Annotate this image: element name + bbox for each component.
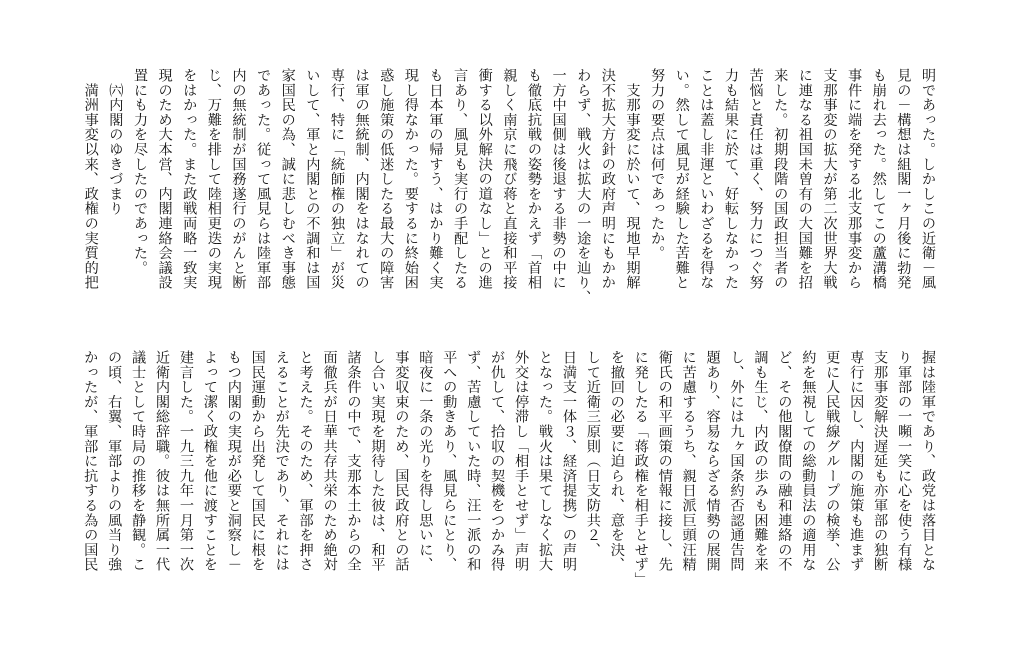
text-column: 惑し施策の低迷したる最大の障害 (378, 68, 395, 290)
text-column: い。然して風見が経験した苦難と (673, 68, 690, 290)
text-column: 更に人民戦線グループの検挙、公 (824, 350, 841, 572)
text-column: 握は陸軍であり、政党は落目とな (920, 350, 936, 572)
text-column: 置にも力を尽したのであった。 (132, 68, 148, 276)
text-column: を撤回の必要に迫られ、意を決、 (608, 350, 625, 572)
text-column: 一方中国側は後退する非勢の中に (550, 68, 567, 290)
text-column: 調も生じ、内政の歩みも困難を来 (752, 350, 769, 572)
text-column: に連なる祖国未曽有の大国難を招 (796, 68, 813, 290)
lower-text-block (80, 350, 940, 612)
text-column: 力も結果に於て、好転しなかった (723, 68, 739, 290)
text-column: の頃、右翼、軍部よりの風当り強 (106, 350, 123, 572)
text-column: が仇して、拾収の契機をつかみ得 (489, 350, 506, 572)
text-column: して近衛三原則（日支防共２、 (584, 350, 601, 558)
text-column: 苦悩と責任は重く、努力につぐ努 (747, 68, 764, 290)
text-column: 約を無視しての総動員法の適用な (800, 350, 817, 572)
text-column: 現し得なかった。要するに終始困 (402, 68, 419, 290)
text-column: 現のため大本営、内閣連絡会議設 (156, 68, 173, 290)
text-column: 見の－構想は組閣一ヶ月後に勃発 (895, 68, 912, 290)
text-column: 面徹兵が日華共存共栄のため絶対 (321, 350, 338, 572)
text-column: り軍部の一嚬一笑に心を使う有様 (896, 350, 913, 572)
text-column: 外交は停滞し「相手とせず」声明 (513, 350, 530, 572)
text-column: 努力の要点は何であったか。 (649, 68, 666, 261)
text-column: も崩れ去った。然してこの蘆溝橋 (870, 68, 887, 290)
text-column: 言あり、風見も実行の手配したる (452, 68, 469, 290)
text-column: 近衛内閣総辞職。彼は無所属一代 (154, 350, 170, 572)
text-column: 衛氏の和平画策の情報に接し、先 (656, 350, 673, 572)
text-column: ず、苦慮していた時、汪一派の和 (465, 350, 482, 572)
text-column: 日満支一体３、経済提携）の声明 (560, 350, 577, 572)
text-column: 諸条件の中で、支那本土からの全 (345, 350, 362, 572)
text-column: ことは蓋し非運といわざるを得な (698, 68, 715, 290)
upper-text-block (80, 68, 940, 322)
text-column: よって潔く政権を他に渡すことを (201, 350, 218, 572)
text-column: となった。戦火は果てしなく拡大 (537, 350, 553, 572)
text-column: 専行、特に「統師権の独立」が災 (329, 68, 345, 290)
text-column: 平への動きあり、風見らにとり、 (441, 350, 458, 572)
text-column: 支那事変の拡大が第二次世界大戦 (821, 68, 838, 290)
text-column: し、外には九ヶ国条約否認通告問 (728, 350, 745, 572)
text-column: わらず、戦火は拡大の一途を辿り、 (575, 68, 592, 305)
text-column: も徹底抗戦の姿勢をかえず「首相 (526, 68, 542, 290)
text-column: と考えた。そのため、軍部を押さ (297, 350, 314, 572)
text-column: 建言した。一九三九年一月第一次 (177, 350, 194, 572)
text-column: かったが、軍部に抗する為の国民 (82, 350, 99, 572)
text-column: 支那事変解決遅延も亦軍部の独断 (872, 350, 889, 572)
text-column: であった。従って風見らは陸軍部 (255, 68, 272, 290)
text-column: じ、万難を排して陸相更迭の実現 (205, 68, 222, 290)
text-column: 事変収束のため、国民政府との話 (393, 350, 410, 572)
text-column: 来した。初期段階の国政担当者の (772, 68, 789, 290)
text-column: 暗夜に一条の光りを得し思いに、 (417, 350, 434, 572)
text-column: 満洲事変以来、政権の実質的把 (82, 68, 99, 290)
text-column: も日本軍の帰すう、はかり難く実 (427, 68, 444, 290)
text-column: ㈥内閣のゆきづまり (107, 68, 124, 216)
text-column: 支那事変に於いて、現地早期解 (624, 68, 641, 290)
text-column: に苦慮するうち、親日派巨頭汪精 (680, 350, 697, 572)
text-column: は軍の無統制、内閣をはなれての (353, 68, 370, 290)
text-column: もつ内閣の実現が必要と洞察し－ (225, 350, 242, 572)
text-column: をはかった。また政戦両略一致実 (181, 68, 198, 290)
text-column: 専行に因し、内閣の施策も進まず (848, 350, 865, 572)
text-column: 題あり、容易ならざる情勢の展開 (704, 350, 721, 572)
text-column: 衝する以外解決の道なし」との進 (476, 68, 493, 290)
text-column: 家国民の為、誠に悲しむべき事態 (279, 68, 296, 290)
text-column: に発したる「蒋政権を相手とせず」 (632, 350, 649, 587)
text-column: えることが先決であり、それには (273, 350, 290, 572)
text-column: ど、その他閣僚間の融和連絡の不 (776, 350, 793, 572)
text-column: 事件に端を発する北支那事変から (846, 68, 863, 290)
text-column: 決不拡大方針の政府声明にもかか (599, 68, 616, 290)
text-column: 親しく南京に飛び蒋と直接和平接 (501, 68, 518, 290)
text-column: いして、軍と内閣との不調和は国 (304, 68, 321, 290)
text-column: 内の無統制が国務遂行のがんと断 (230, 68, 247, 290)
text-column: 明であった。しかしこの近衛－風 (920, 68, 936, 290)
text-column: し合い実現を期待した彼は、和平 (369, 350, 386, 572)
text-column: 国民運動から出発して国民に根を (249, 350, 266, 572)
text-column: 議士として時局の推移を静観。こ (130, 350, 147, 572)
